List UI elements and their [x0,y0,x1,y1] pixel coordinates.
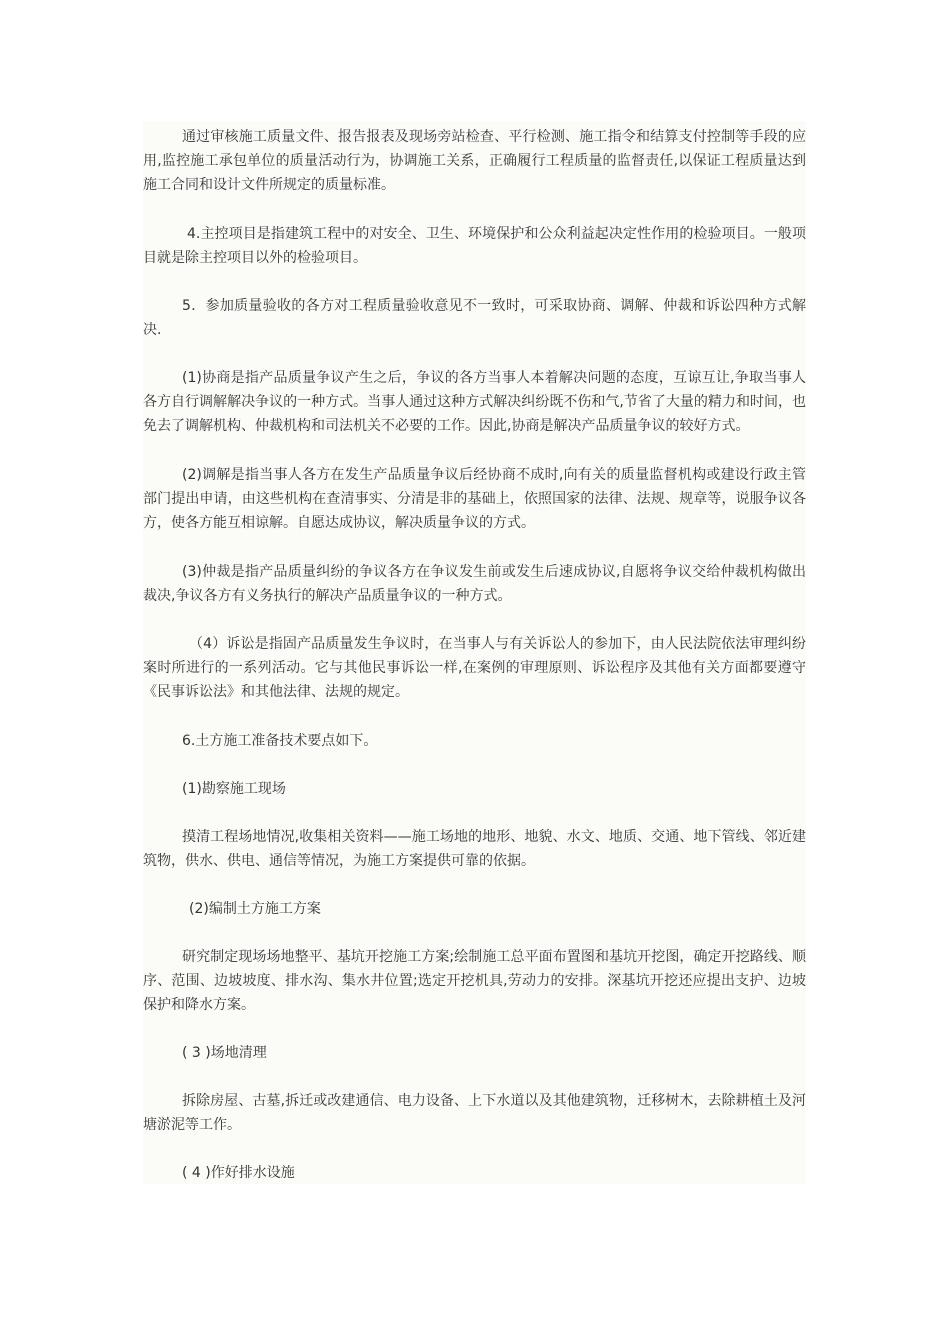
paragraph-negotiation: (1)协商是指产品质量争议产生之后，争议的各方当事人本着解决问题的态度，互谅互让,争取当事人各方自行调解解决争议的一种方式。当事人通过这种方式解决纠纷既不伤和气,节省了大量的精力和时间，也免去了调解机构、仲裁机构和司法机关不必要的工作。因此,协商是解决产品质量争议的较好方式。 [143,370,806,434]
paragraph-site-survey: 摸清工程场地情况,收集相关资料——施工场地的地形、地貌、水文、地质、交通、地下管线、邻近建筑物，供水、供电、通信等情况，为施工方案提供可靠的依据。 [143,829,806,869]
paragraph-construction-plan: 研究制定现场场地整平、基坑开挖施工方案;绘制施工总平面布置图和基坑开挖图，确定开挖路线、顺序、范围、边坡坡度、排水沟、集水井位置;选定开挖机具,劳动力的安排。深基坑开挖还应提出支护、边坡保护和降水方案。 [143,949,806,1013]
heading-drainage: ( 4 )作好排水设施 [182,1165,295,1181]
paragraph-quality-control: 通过审核施工质量文件、报告报表及现场旁站检查、平行检测、施工指令和结算支付控制等手段的应用,监控施工承包单位的质量活动行为，协调施工关系，正确履行工程质量的监督责任,以保证工程质量达到施工合同和设计文件所规定的质量标准。 [143,129,806,193]
paragraph-mediation: (2)调解是指当事人各方在发生产品质量争议后经协商不成时,向有关的质量监督机构或建设行政主管部门提出申请，由这些机构在查清事实、分清是非的基础上，依照国家的法律、法规、规章等，说服争议各方，使各方能互相谅解。自愿达成协议，解决质量争议的方式。 [143,467,806,531]
paragraph-site-clearing: 拆除房屋、古墓,拆迁或改建通信、电力设备、上下水道以及其他建筑物，迁移树木，去除耕植土及河塘淤泥等工作。 [143,1093,806,1133]
paragraph-item-6: 6.土方施工准备技术要点如下。 [182,733,378,749]
heading-site-survey: (1)勘察施工现场 [182,781,286,797]
document-page [143,121,806,1184]
heading-site-clearing: ( 3 )场地清理 [182,1045,267,1061]
paragraph-litigation: （4）诉讼是指固产品质量发生争议时，在当事人与有关诉讼人的参加下，由人民法院依法审理纠纷案时所进行的一系列活动。它与其他民事诉讼一样,在案例的审理原则、诉讼程序及其他有关方面都要遵守《民事诉讼法》和其他法律、法规的规定。 [143,636,806,700]
paragraph-arbitration: (3)仲裁是指产品质量纠纷的争议各方在争议发生前或发生后速成协议,自愿将争议交给仲裁机构做出裁决,争议各方有义务执行的解决产品质量争议的一种方式。 [143,564,806,604]
paragraph-item-5: 5．参加质量验收的各方对工程质量验收意见不一致时，可采取协商、调解、仲裁和诉讼四种方式解决. [143,298,806,338]
heading-construction-plan: (2)编制土方施工方案 [189,901,321,917]
paragraph-item-4: 4.主控项目是指建筑工程中的对安全、卫生、环境保护和公众利益起决定性作用的检验项目。一般项目就是除主控项目以外的检验项目。 [143,226,806,266]
